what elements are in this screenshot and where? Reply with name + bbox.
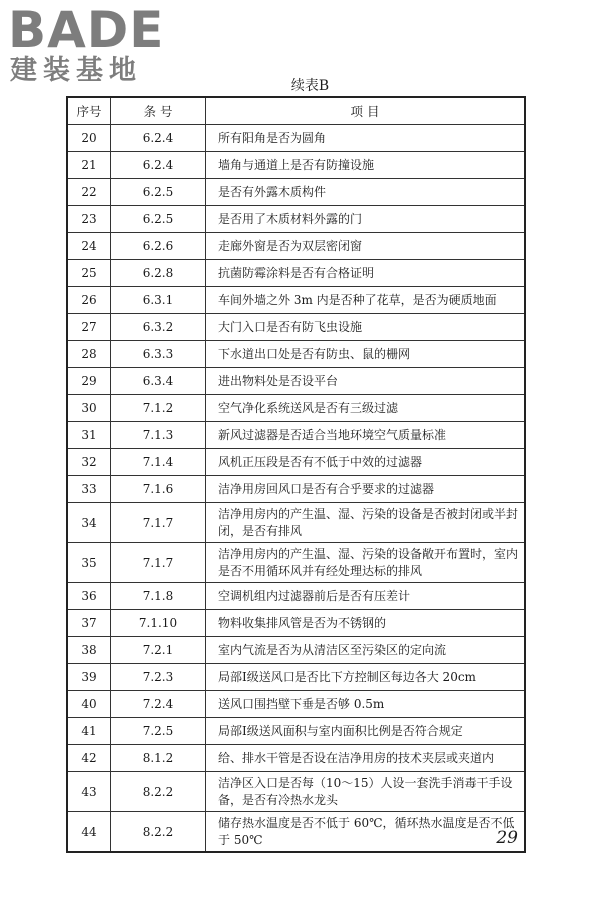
row-item: 新风过滤器是否适合当地环境空气质量标准 <box>206 422 526 449</box>
row-index: 26 <box>67 287 111 314</box>
row-clause: 7.1.8 <box>111 583 206 610</box>
row-index: 41 <box>67 718 111 745</box>
row-index: 24 <box>67 233 111 260</box>
row-index: 43 <box>67 772 111 812</box>
row-item: 抗菌防霉涂料是否有合格证明 <box>206 260 526 287</box>
row-index: 33 <box>67 476 111 503</box>
table-row <box>67 583 525 610</box>
row-index: 40 <box>67 691 111 718</box>
header-clause: 条 号 <box>111 97 206 125</box>
watermark-logo <box>8 1 178 86</box>
row-clause: 6.3.3 <box>111 341 206 368</box>
table-row <box>67 691 525 718</box>
table-row <box>67 179 525 206</box>
row-clause: 7.2.1 <box>111 637 206 664</box>
row-item: 室内气流是否为从清洁区至污染区的定向流 <box>206 637 526 664</box>
row-clause: 7.2.4 <box>111 691 206 718</box>
row-clause: 6.2.5 <box>111 206 206 233</box>
table-row <box>67 812 525 853</box>
table-row <box>67 745 525 772</box>
row-clause: 7.1.6 <box>111 476 206 503</box>
row-item: 是否有外露木质构件 <box>206 179 526 206</box>
table-row <box>67 449 525 476</box>
table-row <box>67 287 525 314</box>
row-index: 38 <box>67 637 111 664</box>
row-item: 墙角与通道上是否有防撞设施 <box>206 152 526 179</box>
row-index: 22 <box>67 179 111 206</box>
row-clause: 6.3.1 <box>111 287 206 314</box>
inspection-table <box>66 96 526 853</box>
row-index: 30 <box>67 395 111 422</box>
row-index: 21 <box>67 152 111 179</box>
row-item: 洁净用房内的产生温、湿、污染的设备敞开布置时，室内是否不用循环风并有经处理达标的排风 <box>206 543 526 583</box>
table-row <box>67 476 525 503</box>
table-row <box>67 314 525 341</box>
row-clause: 7.1.7 <box>111 503 206 543</box>
header-item: 项 目 <box>206 97 526 125</box>
row-index: 25 <box>67 260 111 287</box>
row-index: 20 <box>67 125 111 152</box>
row-index: 31 <box>67 422 111 449</box>
row-item: 给、排水干管是否设在洁净用房的技术夹层或夹道内 <box>206 745 526 772</box>
row-index: 34 <box>67 503 111 543</box>
row-clause: 6.2.4 <box>111 125 206 152</box>
row-clause: 7.1.7 <box>111 543 206 583</box>
header-index: 序号 <box>67 97 111 125</box>
row-clause: 6.2.4 <box>111 152 206 179</box>
row-item: 空气净化系统送风是否有三级过滤 <box>206 395 526 422</box>
row-index: 35 <box>67 543 111 583</box>
row-clause: 7.2.3 <box>111 664 206 691</box>
row-index: 27 <box>67 314 111 341</box>
table-header-row <box>67 97 525 125</box>
row-item: 局部Ⅰ级送风口是否比下方控制区每边各大 20cm <box>206 664 526 691</box>
row-index: 28 <box>67 341 111 368</box>
row-item: 局部Ⅰ级送风面积与室内面积比例是否符合规定 <box>206 718 526 745</box>
row-item: 物料收集排风管是否为不锈钢的 <box>206 610 526 637</box>
row-clause: 6.2.8 <box>111 260 206 287</box>
row-item: 洁净区入口是否每（10～15）人设一套洗手消毒干手设备，是否有冷热水龙头 <box>206 772 526 812</box>
row-item: 洁净用房回风口是否有合乎要求的过滤器 <box>206 476 526 503</box>
table-row <box>67 718 525 745</box>
row-index: 42 <box>67 745 111 772</box>
row-clause: 7.1.10 <box>111 610 206 637</box>
row-item: 大门入口是否有防飞虫设施 <box>206 314 526 341</box>
row-index: 36 <box>67 583 111 610</box>
row-clause: 7.1.4 <box>111 449 206 476</box>
row-item: 储存热水温度是否不低于 60℃，循环热水温度是否不低于 50℃ <box>206 812 526 853</box>
row-clause: 6.2.6 <box>111 233 206 260</box>
table-row <box>67 503 525 543</box>
row-item: 进出物料处是否设平台 <box>206 368 526 395</box>
page-number: 29 <box>496 828 518 848</box>
table-row <box>67 610 525 637</box>
row-index: 37 <box>67 610 111 637</box>
row-clause: 6.3.4 <box>111 368 206 395</box>
table-row <box>67 543 525 583</box>
row-item: 下水道出口处是否有防虫、鼠的栅网 <box>206 341 526 368</box>
row-index: 39 <box>67 664 111 691</box>
row-clause: 8.1.2 <box>111 745 206 772</box>
row-clause: 8.2.2 <box>111 812 206 853</box>
row-item: 走廊外窗是否为双层密闭窗 <box>206 233 526 260</box>
row-item: 送风口围挡壁下垂是否够 0.5m <box>206 691 526 718</box>
row-clause: 7.1.3 <box>111 422 206 449</box>
table-row <box>67 341 525 368</box>
table-row <box>67 152 525 179</box>
table-row <box>67 772 525 812</box>
row-clause: 6.3.2 <box>111 314 206 341</box>
table-row <box>67 395 525 422</box>
table-row <box>67 637 525 664</box>
table-caption: 续表B <box>290 78 330 94</box>
row-item: 是否用了木质材料外露的门 <box>206 206 526 233</box>
table-row <box>67 125 525 152</box>
table-row <box>67 368 525 395</box>
table-row <box>67 422 525 449</box>
row-index: 44 <box>67 812 111 853</box>
row-clause: 7.1.2 <box>111 395 206 422</box>
row-index: 32 <box>67 449 111 476</box>
logo-chinese-text: 建装基地 <box>10 55 142 86</box>
row-clause: 6.2.5 <box>111 179 206 206</box>
row-item: 风机正压段是否有不低于中效的过滤器 <box>206 449 526 476</box>
row-index: 23 <box>67 206 111 233</box>
row-item: 所有阳角是否为圆角 <box>206 125 526 152</box>
table-row <box>67 233 525 260</box>
row-clause: 7.2.5 <box>111 718 206 745</box>
table-row <box>67 260 525 287</box>
row-clause: 8.2.2 <box>111 772 206 812</box>
row-item: 空调机组内过滤器前后是否有压差计 <box>206 583 526 610</box>
table-row <box>67 664 525 691</box>
row-item: 洁净用房内的产生温、湿、污染的设备是否被封闭或半封闭，是否有排风 <box>206 503 526 543</box>
table-row <box>67 206 525 233</box>
row-item: 车间外墙之外 3m 内是否种了花草，是否为硬质地面 <box>206 287 526 314</box>
row-index: 29 <box>67 368 111 395</box>
logo-latin-text: BADE <box>8 1 165 59</box>
